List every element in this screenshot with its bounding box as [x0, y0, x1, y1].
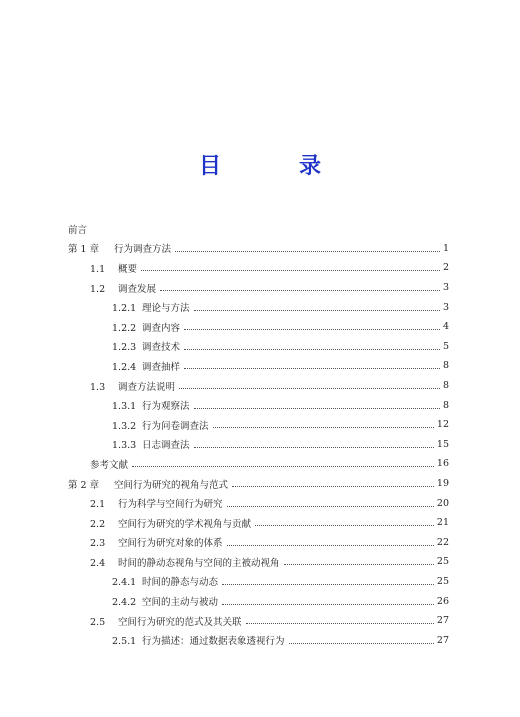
- toc-entry[interactable]: [68, 395, 449, 415]
- toc-entry-label: [68, 477, 230, 491]
- toc-entry-page: 27: [436, 634, 449, 646]
- toc-entry-page: 19: [436, 478, 449, 490]
- toc-entry-page: 2: [442, 262, 449, 274]
- toc-leader-dots: [184, 368, 440, 369]
- toc-entry[interactable]: [68, 415, 449, 435]
- toc-entry[interactable]: [68, 454, 449, 474]
- toc-entry-page: 21: [436, 517, 449, 529]
- toc-entry-number: 1.2.2: [112, 322, 137, 334]
- toc-entry-label: [112, 418, 211, 432]
- toc-entry-label: [112, 398, 192, 412]
- toc-entry-label: [90, 496, 225, 510]
- toc-leader-dots: [289, 643, 434, 644]
- toc-entry-text: 调查抽样: [142, 361, 181, 373]
- toc-heading: 目 录: [198, 153, 349, 179]
- toc-entry[interactable]: [68, 278, 449, 298]
- toc-entry[interactable]: [68, 317, 449, 337]
- toc-leader-dots: [232, 486, 434, 487]
- toc-entry-number: 2.4: [90, 557, 106, 569]
- toc-leader-dots: [175, 251, 440, 252]
- toc-entry-page: 16: [436, 458, 449, 470]
- toc-entry-label: [112, 359, 182, 373]
- toc-entry-label: [112, 437, 192, 451]
- toc-entry-text: 空间的主动与被动: [142, 597, 219, 609]
- toc-entry[interactable]: [68, 611, 449, 631]
- toc-entry-text: 调查内容: [142, 322, 181, 334]
- toc-entry-number: 2.5.1: [112, 636, 137, 648]
- toc-entry-label: [90, 281, 158, 295]
- toc-entry-number: 1.3: [90, 381, 106, 393]
- toc-leader-dots: [194, 310, 440, 311]
- toc-entry-label: [90, 457, 130, 471]
- toc-entry-text: 行为问卷调查法: [142, 420, 209, 432]
- toc-entry-page: 3: [442, 282, 449, 294]
- toc-entry-label: [90, 261, 139, 275]
- toc-leader-dots: [227, 545, 434, 546]
- toc-entry[interactable]: [68, 591, 449, 611]
- toc-entry-page: 1: [442, 242, 449, 254]
- toc-entry-page: 25: [436, 575, 449, 587]
- toc-entry-number: 第 1 章: [68, 244, 100, 256]
- toc-entry-text: 调查发展: [118, 283, 157, 295]
- toc-entry[interactable]: [68, 356, 449, 376]
- toc-entry-label: [112, 594, 220, 608]
- toc-entry[interactable]: [68, 297, 449, 317]
- toc-leader-dots: [213, 427, 434, 428]
- toc-leader-dots: [184, 329, 440, 330]
- toc-entry-label: [112, 300, 192, 314]
- toc-leader-dots: [160, 290, 440, 291]
- toc-entry-number: 1.3.3: [112, 440, 137, 452]
- toc-entry-page: 5: [442, 340, 449, 352]
- toc-entry-number: 2.4.2: [112, 597, 137, 609]
- toc-entry-text: 行为描述：通过数据表象透视行为: [142, 636, 285, 648]
- toc-entry-page: 15: [436, 438, 449, 450]
- toc-entry-number: 1.3.1: [112, 401, 137, 413]
- toc-entry-text: 时间的静态与动态: [142, 577, 219, 589]
- toc-entry-page: 12: [436, 419, 449, 431]
- toc-entry[interactable]: [68, 258, 449, 278]
- toc-list: [68, 219, 449, 650]
- toc-entry-page: 26: [436, 595, 449, 607]
- toc-leader-dots: [222, 584, 434, 585]
- toc-leader-dots: [141, 270, 440, 271]
- toc-entry-label: [112, 320, 182, 334]
- toc-entry-page: 22: [436, 536, 449, 548]
- toc-entry-number: 1.2.4: [112, 361, 137, 373]
- toc-entry-text: 空间行为研究的学术视角与贡献: [118, 518, 252, 530]
- toc-entry-text: 概要: [118, 263, 138, 275]
- toc-entry-page: 8: [442, 380, 449, 392]
- toc-entry-text: 空间行为研究的范式及其关联: [118, 616, 242, 628]
- toc-entry-number: 1.3.2: [112, 420, 137, 432]
- toc-entry-page: 4: [442, 321, 449, 333]
- toc-leader-dots: [184, 349, 440, 350]
- toc-entry[interactable]: [68, 239, 449, 259]
- toc-entry[interactable]: [68, 493, 449, 513]
- toc-entry[interactable]: [68, 376, 449, 396]
- toc-entry-number: 2.3: [90, 538, 106, 550]
- toc-entry-number: 1.2.1: [112, 303, 137, 315]
- toc-entry-text: 行为观察法: [142, 401, 190, 413]
- toc-entry-text: 日志调查法: [142, 440, 190, 452]
- toc-entry-text: 空间行为研究对象的体系: [118, 538, 223, 550]
- toc-entry-text: 行为调查方法: [114, 244, 172, 256]
- toc-leader-dots: [227, 506, 434, 507]
- toc-leader-dots: [194, 408, 440, 409]
- toc-entry-text: 参考文献: [90, 459, 129, 471]
- toc-entry-number: 1.2: [90, 283, 106, 295]
- toc-leader-dots: [222, 604, 434, 605]
- toc-entry-number: 2.4.1: [112, 577, 137, 589]
- toc-entry[interactable]: [68, 435, 449, 455]
- toc-entry-text: 理论与方法: [142, 303, 190, 315]
- toc-entry[interactable]: [68, 552, 449, 572]
- toc-entry-label: [68, 222, 89, 236]
- toc-entry-label: [68, 241, 173, 255]
- toc-entry-label: [90, 614, 244, 628]
- toc-leader-dots: [194, 447, 434, 448]
- toc-entry-label: [90, 535, 225, 549]
- toc-entry-label: [112, 339, 182, 353]
- toc-entry-label: [90, 379, 177, 393]
- toc-leader-dots: [132, 466, 434, 467]
- toc-entry-page: 3: [442, 301, 449, 313]
- toc-entry-number: 2.2: [90, 518, 106, 530]
- toc-entry-text: 调查方法说明: [118, 381, 176, 393]
- toc-leader-dots: [246, 623, 434, 624]
- toc-entry-page: 20: [436, 497, 449, 509]
- toc-entry[interactable]: [68, 337, 449, 357]
- toc-leader-dots: [284, 564, 434, 565]
- toc-entry-label: [112, 633, 287, 647]
- toc-entry-text: 空间行为研究的视角与范式: [114, 479, 229, 491]
- toc-entry[interactable]: [68, 474, 449, 494]
- toc-entry-number: 1.2.3: [112, 342, 137, 354]
- toc-leader-dots: [255, 525, 434, 526]
- toc-entry[interactable]: [68, 513, 449, 533]
- toc-entry-page: 27: [436, 615, 449, 627]
- toc-entry-text: 调查技术: [142, 342, 181, 354]
- toc-entry-text: 前言: [68, 224, 88, 236]
- toc-entry-page: 8: [442, 399, 449, 411]
- toc-entry-text: 时间的静动态视角与空间的主被动视角: [118, 557, 280, 569]
- toc-entry-label: [112, 574, 220, 588]
- toc-entry-page: 25: [436, 556, 449, 568]
- toc-entry[interactable]: [68, 219, 449, 239]
- toc-entry[interactable]: [68, 572, 449, 592]
- toc-entry-label: [90, 555, 282, 569]
- toc-entry-number: 2.5: [90, 616, 106, 628]
- toc-entry-number: 1.1: [90, 263, 106, 275]
- toc-entry-page: 8: [442, 360, 449, 372]
- toc-entry-label: [90, 516, 253, 530]
- toc-entry-text: 行为科学与空间行为研究: [118, 499, 223, 511]
- toc-entry-number: 2.1: [90, 499, 106, 511]
- toc-entry-number: 第 2 章: [68, 479, 100, 491]
- toc-entry[interactable]: [68, 630, 449, 650]
- toc-leader-dots: [179, 388, 440, 389]
- toc-entry[interactable]: [68, 533, 449, 553]
